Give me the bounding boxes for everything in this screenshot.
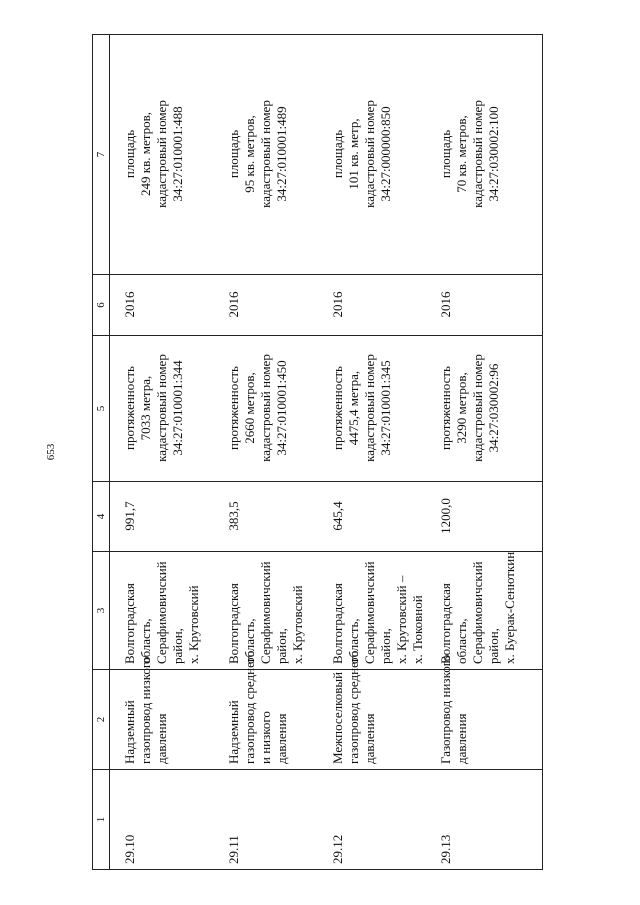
- address-cell: [426, 552, 543, 670]
- cell-line: 101 кв. метр,: [346, 118, 361, 190]
- cell-line: давления: [454, 713, 469, 764]
- year-cell: 2016: [110, 275, 215, 336]
- cell-line: 34:27:000000:850: [378, 106, 393, 202]
- cell-line: Серафимовичский: [470, 561, 485, 664]
- column-number: 4: [93, 482, 110, 552]
- object-name-cell: [318, 650, 426, 770]
- cost-cell: 645,4: [318, 482, 426, 552]
- cell-line: протяженность: [330, 366, 345, 450]
- cell-line: х. Крутовский: [290, 585, 305, 664]
- area-cell: [214, 35, 318, 275]
- area-cell: [426, 35, 543, 275]
- cell-line: Волгоградская: [438, 583, 453, 664]
- cell-line: и низкого: [258, 711, 273, 764]
- cell-line: кадастровый номер: [258, 354, 273, 462]
- cell-line: х. Крутовский: [186, 585, 201, 664]
- cell-line: 2660 метров,: [242, 372, 257, 444]
- cell-line: протяженность: [226, 366, 241, 450]
- cell-line: Серафимовичский: [154, 561, 169, 664]
- column-number: 2: [93, 670, 110, 770]
- extent-cell: [214, 336, 318, 482]
- cell-line: 70 кв. метров,: [454, 115, 469, 193]
- year-cell: 2016: [214, 275, 318, 336]
- cell-line: площадь: [330, 129, 345, 179]
- cell-line: Серафимовичский: [362, 561, 377, 664]
- table-row: [426, 35, 543, 870]
- rotated-table-container: [92, 35, 532, 870]
- cell-line: Волгоградская: [226, 583, 241, 664]
- cell-line: район,: [170, 628, 185, 664]
- cell-line: Волгоградская: [330, 583, 345, 664]
- address-cell: [318, 552, 426, 670]
- cell-line: 4475,4 метра,: [346, 370, 361, 446]
- cell-line: 34:27:010001:488: [170, 106, 185, 202]
- column-number: 7: [93, 35, 110, 275]
- cell-line: 34:27:030002:100: [486, 106, 501, 202]
- cell-line: область,: [138, 618, 153, 664]
- cell-line: 34:27:010001:489: [274, 106, 289, 202]
- cell-line: 34:27:010001:344: [170, 360, 185, 456]
- column-number: 6: [93, 275, 110, 336]
- cell-line: район,: [486, 628, 501, 664]
- cell-line: давления: [362, 713, 377, 764]
- cell-line: площадь: [122, 129, 137, 179]
- cell-line: 7033 метра,: [138, 375, 153, 441]
- row-number-cell: 29.12: [318, 770, 426, 870]
- address-cell: [214, 552, 318, 670]
- cell-line: Серафимовичский: [258, 561, 273, 664]
- cell-line: Межпоселковый: [330, 671, 345, 764]
- cell-line: кадастровый номер: [154, 354, 169, 462]
- table-body: [110, 35, 543, 870]
- year-cell: 2016: [318, 275, 426, 336]
- cost-cell: 991,7: [110, 482, 215, 552]
- cell-line: протяженность: [122, 366, 137, 450]
- cell-line: кадастровый номер: [362, 100, 377, 208]
- column-number: 1: [93, 770, 110, 870]
- area-cell: [110, 35, 215, 275]
- cell-line: кадастровый номер: [470, 100, 485, 208]
- cell-line: давления: [274, 713, 289, 764]
- cell-line: площадь: [226, 129, 241, 179]
- cell-line: область,: [454, 618, 469, 664]
- cell-line: кадастровый номер: [154, 100, 169, 208]
- cell-line: кадастровый номер: [258, 100, 273, 208]
- cell-line: х. Крутовский –: [394, 575, 409, 664]
- cost-cell: 383,5: [214, 482, 318, 552]
- cost-cell: 1200,0: [426, 482, 543, 552]
- table-row: [318, 35, 426, 870]
- cell-line: Волгоградская: [122, 583, 137, 664]
- cell-line: область,: [242, 618, 257, 664]
- year-cell: 2016: [426, 275, 543, 336]
- extent-cell: [110, 336, 215, 482]
- cell-line: газопровод среднего: [346, 650, 361, 764]
- object-name-cell: [110, 656, 215, 770]
- column-number: 5: [93, 336, 110, 482]
- cell-line: Газопровод низкого: [438, 654, 453, 764]
- cell-line: 34:27:010001:345: [378, 360, 393, 456]
- cell-line: площадь: [438, 129, 453, 179]
- column-number: 3: [93, 552, 110, 670]
- extent-cell: [318, 336, 426, 482]
- cell-line: х. Буерак-Сенюткин: [502, 551, 517, 664]
- cell-line: х. Тюковной: [410, 595, 425, 664]
- table-row: [110, 35, 215, 870]
- object-name-cell: [214, 650, 318, 770]
- address-cell: [110, 552, 215, 670]
- row-number-cell: 29.10: [110, 770, 215, 870]
- cell-line: 34:27:010001:450: [274, 360, 289, 456]
- cell-line: область,: [346, 618, 361, 664]
- table-row: [214, 35, 318, 870]
- area-cell: [318, 35, 426, 275]
- cell-line: 34:27:030002:96: [486, 363, 501, 453]
- cell-line: район,: [378, 628, 393, 664]
- cell-line: 95 кв. метров,: [242, 115, 257, 193]
- cell-line: Надземный: [226, 700, 241, 764]
- cell-line: давления: [154, 713, 169, 764]
- row-number-cell: 29.13: [426, 770, 543, 870]
- cell-line: Надземный: [122, 700, 137, 764]
- cell-line: кадастровый номер: [470, 354, 485, 462]
- row-number-cell: 29.11: [214, 770, 318, 870]
- extent-cell: [426, 336, 543, 482]
- gas-pipeline-table: [92, 34, 543, 870]
- cell-line: газопровод низкого: [138, 656, 153, 764]
- cell-line: 3290 метров,: [454, 372, 469, 444]
- cell-line: район,: [274, 628, 289, 664]
- page-number: 653: [45, 443, 57, 461]
- cell-line: кадастровый номер: [362, 354, 377, 462]
- cell-line: газопровод среднего: [242, 650, 257, 764]
- cell-line: протяженность: [438, 366, 453, 450]
- object-name-cell: [426, 654, 543, 770]
- column-number-row: [93, 35, 110, 870]
- cell-line: 249 кв. метров,: [138, 112, 153, 196]
